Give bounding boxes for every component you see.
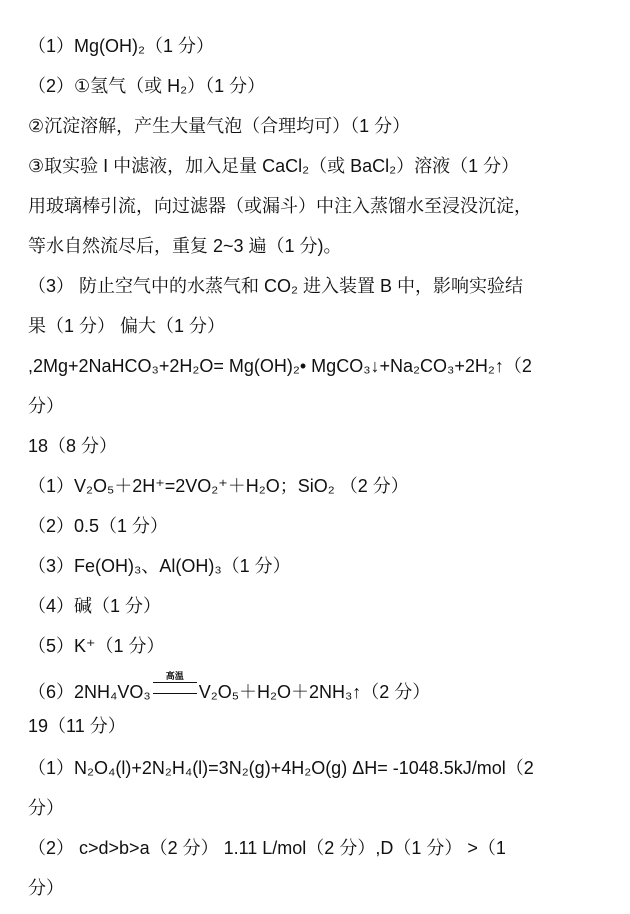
q18-part3: （3）Fe(OH)₃、Al(OH)₃（1 分） (28, 556, 291, 576)
q18-header: 18（8 分） (28, 436, 118, 456)
reaction-equals-sign (153, 671, 197, 694)
q18-part6-reactant: （6）2NH₄VO₃ (28, 682, 151, 702)
q19-part1-line1: （1）N₂O₄(l)+2N₂H₄(l)=3N₂(g)+4H₂O(g) ΔH= -1048.5kJ/mol（2 (28, 758, 534, 778)
q17-part2-3-line3: 等水自然流尽后，重复 2~3 遍（1 分)。 (28, 236, 342, 256)
reaction-condition-label: 高温 (165, 671, 184, 681)
q17-part2-2: ②沉淀溶解，产生大量气泡（合理均可）（1 分） (28, 116, 411, 136)
q17-part3-line2: 果（1 分） 偏大（1 分） (28, 316, 226, 336)
q17-part1: （1）Mg(OH)₂（1 分） (28, 36, 215, 56)
q18-part6-products: V₂O₅＋H₂O＋2NH₃↑（2 分） (198, 682, 431, 702)
q17-part2-1: （2）①氢气（或 H₂）（1 分） (28, 76, 266, 96)
q18-part4: （4）碱（1 分） (28, 596, 162, 616)
q18-part2: （2）0.5（1 分） (28, 516, 169, 536)
q19-part1-line2: 分） (28, 798, 64, 818)
q19-part2-line1: （2） c>d>b>a（2 分） 1.11 L/mol（2 分）,D（1 分） >（1 (28, 838, 506, 858)
q17-part2-3-line1: ③取实验 I 中滤液，加入足量 CaCl₂（或 BaCl₂）溶液（1 分） (28, 156, 520, 176)
q18-part1: （1）V₂O₅＋2H⁺=2VO₂⁺＋H₂O；SiO₂ （2 分） (28, 476, 409, 496)
q18-part6 (28, 671, 431, 704)
q17-part2-3-line2: 用玻璃棒引流，向过滤器（或漏斗）中注入蒸馏水至浸没沉淀， (28, 196, 532, 216)
q17-part3-line1: （3） 防止空气中的水蒸气和 CO₂ 进入装置 B 中，影响实验结 (28, 276, 524, 296)
q19-header: 19（11 分） (28, 716, 126, 736)
q18-part5: （5）K⁺（1 分） (28, 636, 165, 656)
q19-part2-line2: 分） (28, 878, 64, 898)
q17-equation-line1: ,2Mg+2NaHCO₃+2H₂O= Mg(OH)₂• MgCO₃↓+Na₂CO₃+2H₂↑（2 (28, 356, 532, 376)
q17-equation-line2: 分） (28, 396, 64, 416)
